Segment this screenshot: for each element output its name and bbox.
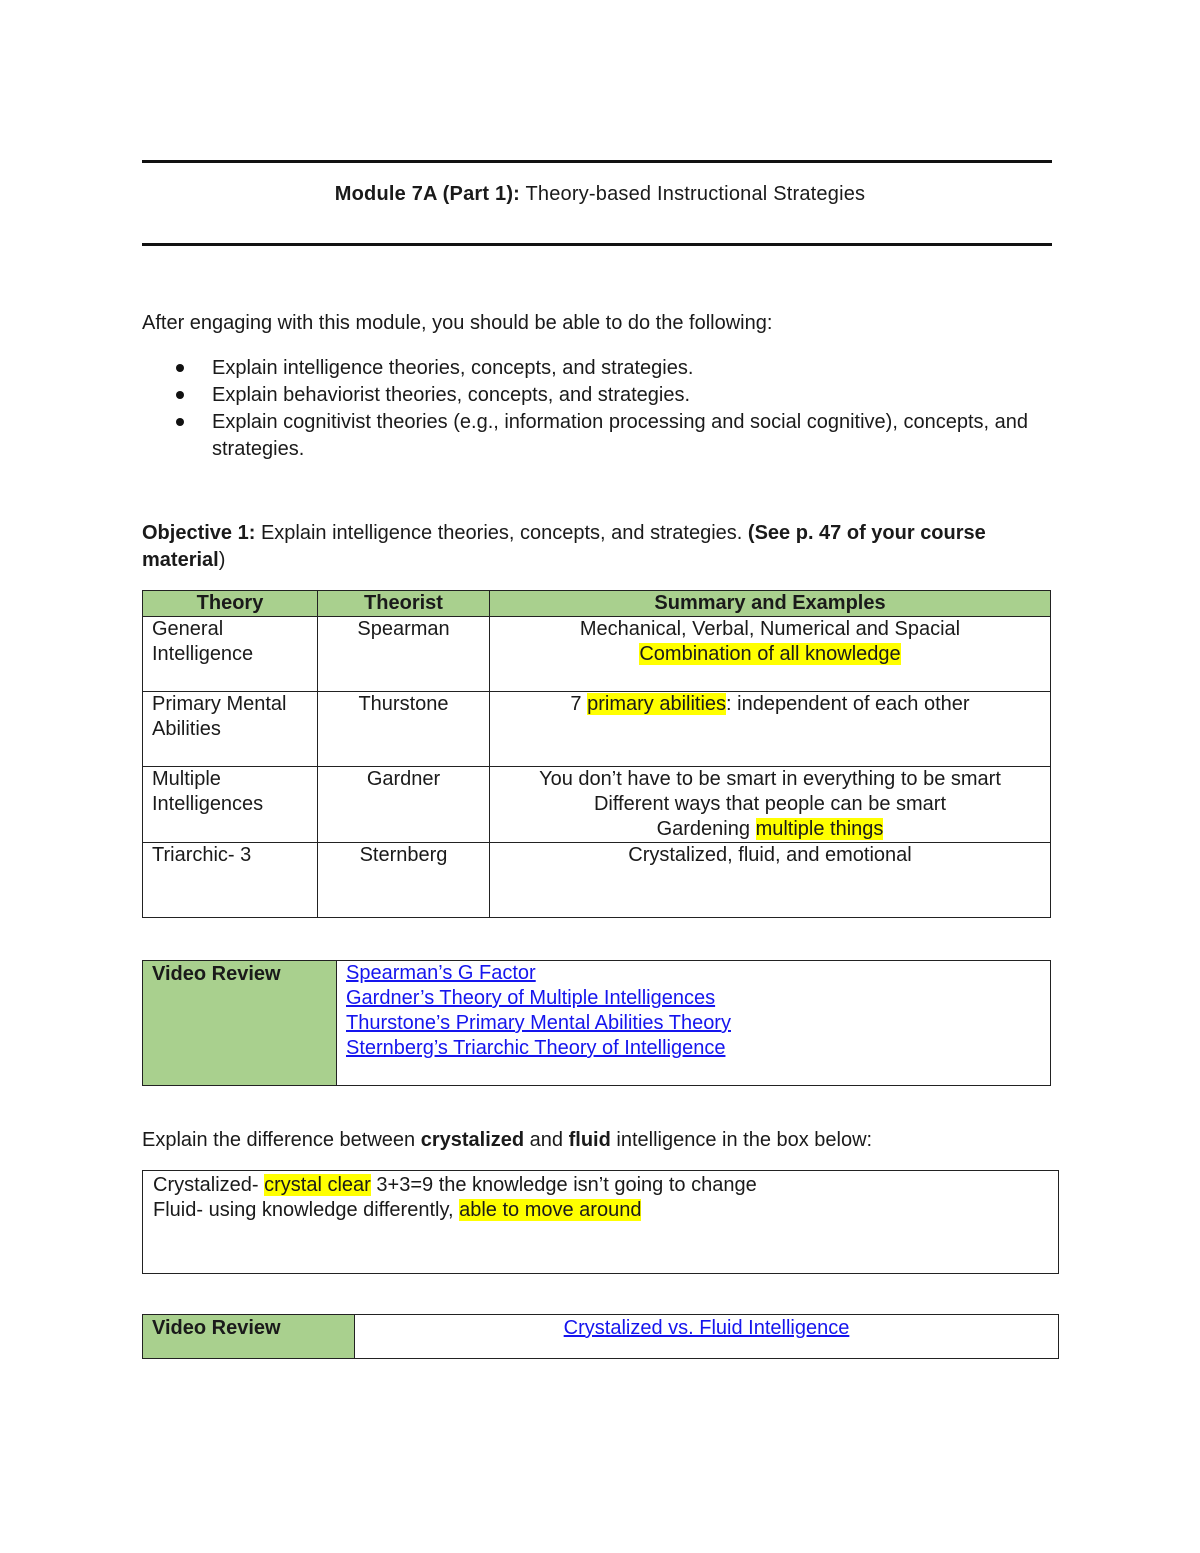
module-label: Module 7A (Part 1): — [334, 183, 521, 205]
list-item: Explain behaviorist theories, concepts, and strategies. — [142, 382, 1072, 409]
top-rule — [142, 160, 1052, 163]
answer-box — [142, 1170, 1059, 1274]
intro-text: After engaging with this module, you should be able to do the following: — [142, 312, 773, 334]
bottom-rule — [142, 243, 1052, 246]
table-row: General Intelligence Spearman Mechanical, Verbal, Numerical and Spacial Combination of all knowledge — [143, 617, 1051, 692]
link-spearman-g-factor[interactable]: Spearman’s G Factor — [346, 962, 536, 984]
list-item: Explain cognitivist theories (e.g., information processing and social cognitive), concepts, and strategies. — [142, 409, 1072, 463]
bullet-icon — [176, 418, 184, 426]
objectives-list — [142, 355, 1072, 463]
link-thurstone-primary-abilities[interactable]: Thurstone’s Primary Mental Abilities Theory — [346, 1012, 731, 1034]
answer-line-fluid: Fluid- using knowledge differently, able to move around — [153, 1199, 642, 1221]
list-item: Explain intelligence theories, concepts, and strategies. — [142, 355, 1072, 382]
table-row: Primary Mental Abilities Thurstone 7 primary abilities: independent of each other — [143, 692, 1051, 767]
table-row: Multiple Intelligences Gardner You don’t have to be smart in everything to be smart Different ways that people can be smart Gardening multiple things — [143, 767, 1051, 843]
page-title — [0, 183, 1200, 206]
objective-1: Objective 1: Explain intelligence theories, concepts, and strategies. (See p. 47 of your course material) — [142, 522, 986, 571]
col-header-summary: Summary and Examples — [490, 591, 1051, 617]
module-title: Theory-based Instructional Strategies — [525, 183, 866, 205]
answer-line-crystalized: Crystalized- crystal clear 3+3=9 the knowledge isn’t going to change — [153, 1174, 757, 1196]
video-review-label: Video Review — [143, 1315, 355, 1359]
video-review-table-2 — [142, 1314, 1059, 1359]
video-review-label: Video Review — [143, 961, 337, 1086]
bullet-icon — [176, 391, 184, 399]
col-header-theory: Theory — [143, 591, 318, 617]
link-gardner-multiple-intelligences[interactable]: Gardner’s Theory of Multiple Intelligences — [346, 987, 716, 1009]
video-review-table-1 — [142, 960, 1051, 1086]
link-sternberg-triarchic[interactable]: Sternberg’s Triarchic Theory of Intelligence — [346, 1037, 726, 1059]
theory-table — [142, 590, 1051, 918]
link-crystalized-vs-fluid[interactable]: Crystalized vs. Fluid Intelligence — [563, 1317, 850, 1339]
col-header-theorist: Theorist — [318, 591, 490, 617]
table-header-row — [143, 591, 1051, 617]
explain-prompt: Explain the difference between crystalized and fluid intelligence in the box below: — [142, 1129, 873, 1151]
table-row: Triarchic- 3 Sternberg Crystalized, fluid, and emotional — [143, 843, 1051, 918]
bullet-icon — [176, 364, 184, 372]
